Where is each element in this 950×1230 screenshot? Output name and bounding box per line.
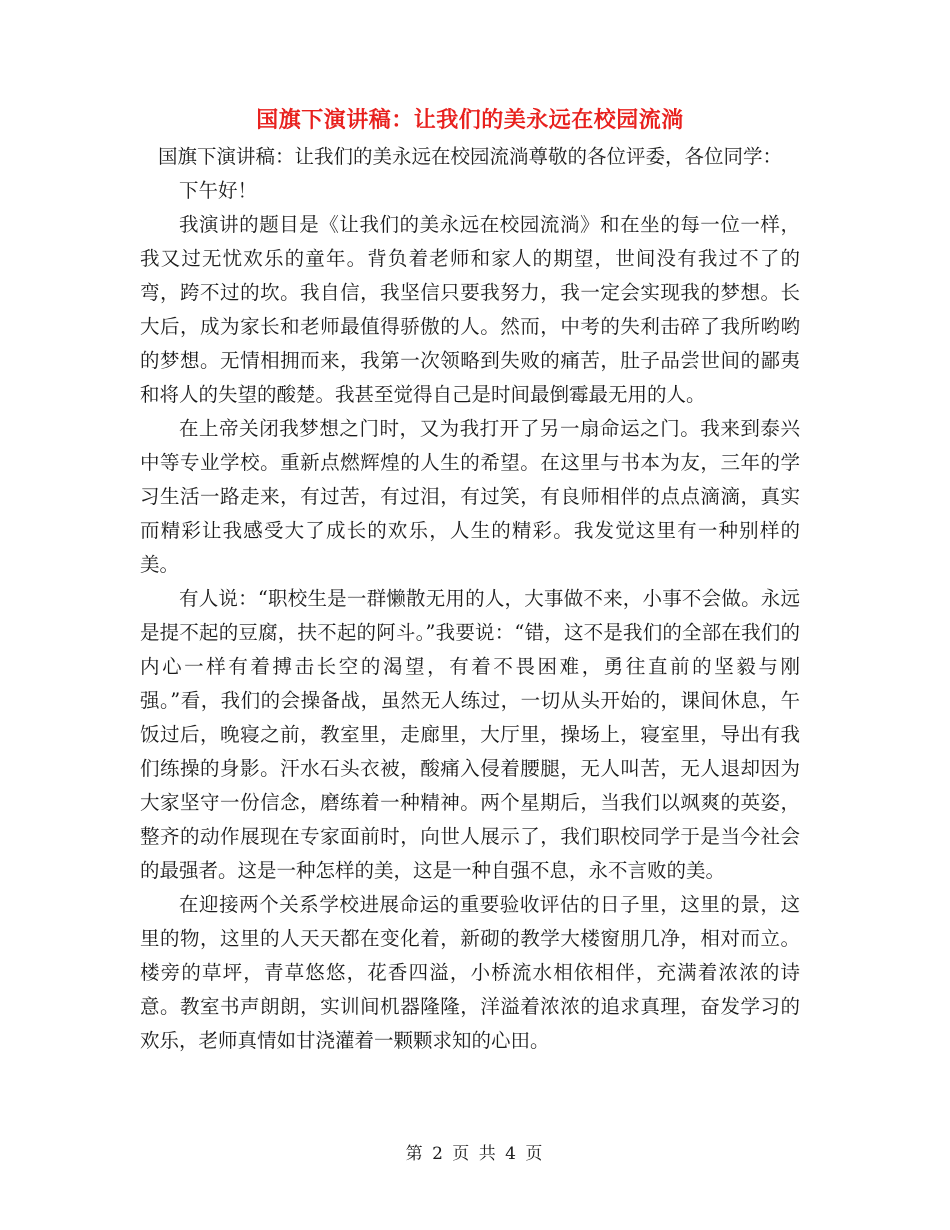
document-title: 国旗下演讲稿：让我们的美永远在校园流淌 bbox=[256, 107, 684, 133]
paragraph-2: 在上帝关闭我梦想之门时，又为我打开了另一扇命运之门。我来到泰兴中等专业学校。重新点燃辉煌的人生的希望。在这里与书本为友，三年的学习生活一路走来，有过苦，有过泪，有过笑，有良师相伴的点点滴滴，真实而精彩让我感受大了成长的欢乐，人生的精彩。我发觉这里有一种别样的美。 bbox=[140, 417, 800, 576]
paragraph-3: 有人说：“职校生是一群懒散无用的人，大事做不来，小事不会做。永远是提不起的豆腐，扶不起的阿斗。”我要说：“错，这不是我们的全部在我们的内心一样有着搏击长空的渴望，有着不畏困难，勇往直前的坚毅与刚强。”看，我们的会操备战，虽然无人练过，一切从头开始的，课间休息，午饭过后，晚寝之前，教室里，走廊里，大厅里，操场上，寝室里，导出有我们练操的身影。汗水石头衣被，酸痛入侵着腰腿，无人叫苦，无人退却因为大家坚守一份信念，磨练着一种精神。两个星期后，当我们以飒爽的英姿，整齐的动作展现在专家面前时，向世人展示了，我们职校同学于是当今社会的最强者。这是一种怎样的美，这是一种自强不息，永不言败的美。 bbox=[140, 587, 800, 882]
page-number-footer: 第 2 页 共 4 页 bbox=[405, 1144, 545, 1164]
paragraph-4: 在迎接两个关系学校进展命运的重要验收评估的日子里，这里的景，这里的物，这里的人天天都在变化着，新砌的教学大楼窗朋几净，相对而立。楼旁的草坪，青草悠悠，花香四溢，小桥流水相依相伴，充满着浓浓的诗意。教室书声朗朗，实训间机器隆隆，洋溢着浓浓的追求真理，奋发学习的欢乐，老师真情如甘浇灌着一颗颗求知的心田。 bbox=[140, 893, 800, 1052]
document-page bbox=[140, 100, 800, 1058]
paragraph-greeting: 下午好！ bbox=[179, 179, 258, 202]
paragraph-1: 我演讲的题目是《让我们的美永远在校园流淌》和在坐的每一位一样，我又过无忧欢乐的童年。背负着老师和家人的期望，世间没有我过不了的弯，跨不过的坎。我自信，我坚信只要我努力，我一定会实现我的梦想。长大后，成为家长和老师最值得骄傲的人。然而，中考的失利击碎了我所哟哟的梦想。无情相拥而来，我第一次领略到失败的痛苦，肚子品尝世间的鄙夷和将人的失望的酸楚。我甚至觉得自己是时间最倒霉最无用的人。 bbox=[140, 213, 800, 406]
document-intro: 国旗下演讲稿：让我们的美永远在校园流淌尊敬的各位评委，各位同学： bbox=[157, 145, 782, 168]
